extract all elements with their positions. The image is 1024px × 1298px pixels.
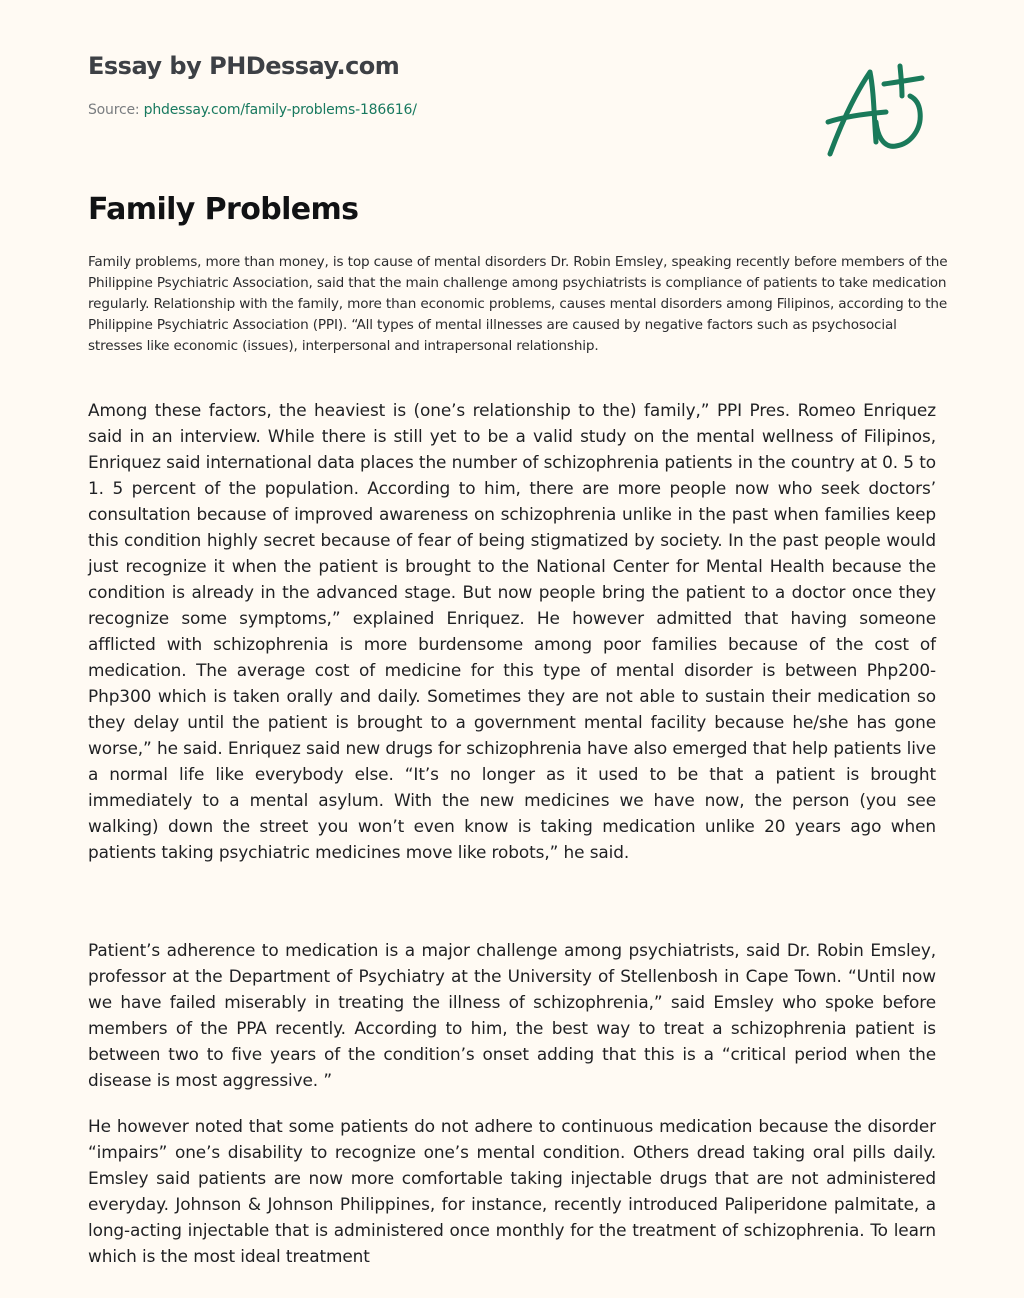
source-label: Source: xyxy=(88,102,140,118)
document-title: Family Problems xyxy=(88,192,359,227)
source-link[interactable]: phdessay.com/family-problems-186616/ xyxy=(143,102,417,118)
body-paragraph: Among these factors, the heaviest is (one’s relationship to the) family,” PPI Pres. Romeo Enriquez said in an interview. While there is still yet to be a valid study on the mental wellness of Filipinos, Enriquez said international data places the number of schizophrenia patients in the country at 0. 5 to 1. 5 percent of the population. According to him, there are more people now who seek doctors’ consultation because of improved awareness on schizophrenia unlike in the past when families keep this condition highly secret because of fear of being stigmatized by society. In the past people would just recognize it when the patient is brought to the National Center for Mental Health because the condition is already in the advanced stage. But now people bring the patient to a doctor once they recognize some symptoms,” explained Enriquez. He however admitted that having someone afflicted with schizophrenia is more burdensome among poor families because of the cost of medication. The average cost of medicine for this type of mental disorder is between Php200-Php300 which is taken orally and daily. Sometimes they are not able to sustain their medication so they delay until the patient is brought to a government mental facility because he/she has gone worse,” he said. Enriquez said new drugs for schizophrenia have also emerged that help patients live a normal life like everybody else. “It’s no longer as it used to be that a patient is brought immediately to a mental asylum. With the new medicines we have now, the person (you see walking) down the street you won’t even know is taking medication unlike 20 years ago when patients taking psychiatric medicines move like robots,” he said. xyxy=(88,400,936,862)
body-paragraph: Patient’s adherence to medication is a major challenge among psychiatrists, said Dr. Robin Emsley, professor at the Department of Psychiatry at the University of Stellenbosh in Cape Town. “Until now we have failed miserably in treating the illness of schizophrenia,” said Emsley who spoke before members of the PPA recently. According to him, the best way to treat a schizophrenia patient is between two to five years of the condition’s onset adding that this is a “critical period when the disease is most aggressive. ” xyxy=(88,940,936,1090)
a-plus-grade-icon xyxy=(818,62,933,162)
intro-paragraph: Family problems, more than money, is top cause of mental disorders Dr. Robin Emsley, speaking recently before members of the Philippine Psychiatric Association, said that the main challenge among psychiatrists is compliance of patients to take medication regularly. Relationship with the family, more than economic problems, causes mental disorders among Filipinos, according to the Philippine Psychiatric Association (PPI). “All types of mental illnesses are caused by negative factors such as psychosocial stresses like economic (issues), interpersonal and intrapersonal relationship. xyxy=(88,254,948,354)
site-title: Essay by PHDessay.com xyxy=(88,52,400,80)
body-paragraph: He however noted that some patients do not adhere to continuous medication because the disorder “impairs” one’s disability to recognize one’s mental condition. Others dread taking oral pills daily. Emsley said patients are now more comfortable taking injectable drugs that are not administered everyday. Johnson & Johnson Philippines, for instance, recently introduced Paliperidone palmitate, a long-acting injectable that is administered once monthly for the treatment of schizophrenia. To learn which is the most ideal treatment xyxy=(88,1116,936,1266)
